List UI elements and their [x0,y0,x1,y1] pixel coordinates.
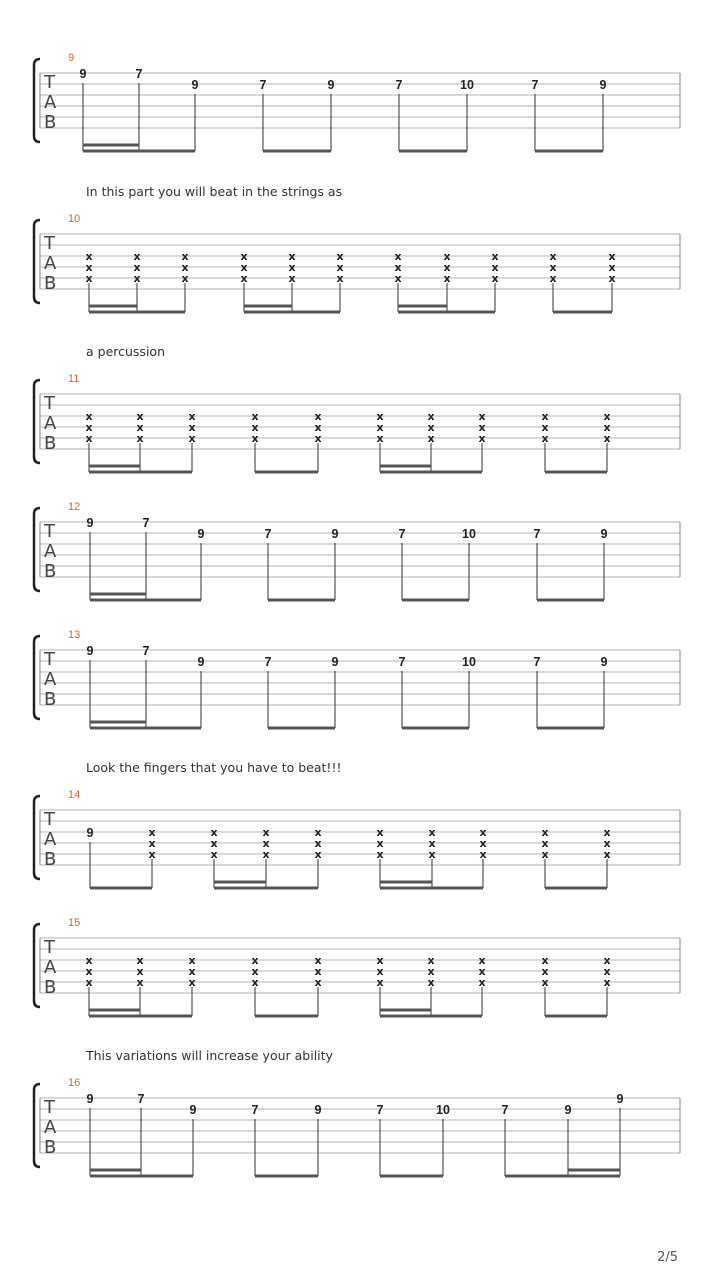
dead-note: x [427,421,435,434]
tab-clef-letter: A [44,253,57,274]
dead-note: x [133,250,141,263]
dead-note: x [376,848,384,861]
dead-note: x [240,261,248,274]
comment-text: This variations will increase your ability [86,1048,333,1063]
dead-note: x [541,954,549,967]
dead-note: x [443,261,451,274]
dead-note: x [251,432,259,445]
fret-number: 9 [327,78,335,92]
measure-number: 15 [68,917,81,929]
dead-note: x [394,272,402,285]
dead-note: x [148,837,156,850]
dead-note: x [181,272,189,285]
staff-bracket [34,59,40,142]
dead-note: x [478,965,486,978]
dead-note: x [210,837,218,850]
dead-note: x [541,421,549,434]
dead-note: x [314,837,322,850]
dead-note: x [85,421,93,434]
dead-note: x [549,250,557,263]
dead-note: x [133,261,141,274]
dead-note: x [603,837,611,850]
dead-note: x [478,954,486,967]
dead-note: x [251,976,259,989]
measure-number: 12 [68,501,81,513]
tab-clef-letter: T [44,233,55,254]
fret-number: 7 [398,655,406,669]
dead-note: x [603,826,611,839]
dead-note: x [427,410,435,423]
tab-clef-letter: B [44,689,57,710]
tab-clef-letter: B [44,849,57,870]
fret-number: 9 [599,78,607,92]
dead-note: x [314,976,322,989]
dead-note: x [394,261,402,274]
dead-note: x [251,954,259,967]
dead-note: x [85,410,93,423]
measure-number: 13 [68,629,81,641]
fret-number: 9 [564,1103,572,1117]
fret-number: 9 [197,655,205,669]
page-number: 2/5 [657,1250,678,1265]
dead-note: x [608,250,616,263]
dead-note: x [479,837,487,850]
fret-number: 10 [462,655,476,669]
dead-note: x [210,826,218,839]
tab-clef-letter: A [44,541,57,562]
dead-note: x [133,272,141,285]
dead-note: x [376,976,384,989]
dead-note: x [251,421,259,434]
dead-note: x [188,432,196,445]
dead-note: x [608,261,616,274]
fret-number: 9 [189,1103,197,1117]
tab-clef-letter: B [44,433,57,454]
fret-number: 7 [501,1103,509,1117]
dead-note: x [541,848,549,861]
fret-number: 9 [314,1103,322,1117]
dead-note: x [541,826,549,839]
dead-note: x [427,432,435,445]
fret-number: 9 [600,655,608,669]
measure-number: 16 [68,1077,81,1089]
dead-note: x [428,837,436,850]
dead-note: x [541,410,549,423]
dead-note: x [136,421,144,434]
fret-number: 10 [436,1103,450,1117]
comment-text: In this part you will beat in the strings as [86,184,343,199]
fret-number: 9 [79,67,87,81]
dead-note: x [85,432,93,445]
tab-clef-letter: T [44,1097,55,1118]
fret-number: 9 [86,1092,94,1106]
dead-note: x [136,976,144,989]
measure-number: 10 [68,213,81,225]
dead-note: x [181,250,189,263]
dead-note: x [262,837,270,850]
fret-number: 9 [86,516,94,530]
fret-number: 7 [137,1092,145,1106]
dead-note: x [85,261,93,274]
fret-number: 9 [86,644,94,658]
dead-note: x [240,250,248,263]
fret-number: 7 [259,78,267,92]
dead-note: x [251,965,259,978]
dead-note: x [608,272,616,285]
dead-note: x [491,261,499,274]
fret-number: 9 [197,527,205,541]
fret-number: 7 [533,655,541,669]
dead-note: x [314,432,322,445]
dead-note: x [603,848,611,861]
staff-bracket [34,508,40,591]
dead-note: x [288,261,296,274]
dead-note: x [603,965,611,978]
dead-note: x [314,848,322,861]
comment-text: a percussion [86,344,165,359]
staff-bracket [34,636,40,719]
tab-clef-letter: B [44,561,57,582]
dead-note: x [479,826,487,839]
dead-note: x [314,954,322,967]
dead-note: x [376,837,384,850]
fret-number: 7 [533,527,541,541]
fret-number: 7 [395,78,403,92]
dead-note: x [549,272,557,285]
tab-clef-letter: A [44,829,57,850]
dead-note: x [428,848,436,861]
dead-note: x [427,976,435,989]
fret-number: 7 [251,1103,259,1117]
tab-clef-letter: A [44,957,57,978]
dead-note: x [188,421,196,434]
dead-note: x [603,976,611,989]
dead-note: x [376,421,384,434]
dead-note: x [491,250,499,263]
fret-number: 9 [86,826,94,840]
dead-note: x [85,250,93,263]
fret-number: 7 [376,1103,384,1117]
dead-note: x [603,421,611,434]
staff-bracket [34,1084,40,1167]
dead-note: x [603,954,611,967]
dead-note: x [603,432,611,445]
fret-number: 7 [398,527,406,541]
dead-note: x [181,261,189,274]
dead-note: x [549,261,557,274]
dead-note: x [262,848,270,861]
staff-bracket [34,220,40,303]
dead-note: x [314,965,322,978]
tab-clef-letter: B [44,977,57,998]
dead-note: x [136,954,144,967]
fret-number: 7 [142,516,150,530]
dead-note: x [541,976,549,989]
dead-note: x [336,250,344,263]
dead-note: x [240,272,248,285]
dead-note: x [541,837,549,850]
dead-note: x [85,954,93,967]
dead-note: x [314,410,322,423]
tab-clef-letter: B [44,112,57,133]
dead-note: x [427,954,435,967]
dead-note: x [443,272,451,285]
fret-number: 7 [531,78,539,92]
dead-note: x [478,432,486,445]
fret-number: 7 [135,67,143,81]
dead-note: x [288,250,296,263]
dead-note: x [541,432,549,445]
dead-note: x [288,272,296,285]
dead-note: x [136,432,144,445]
dead-note: x [376,965,384,978]
dead-note: x [427,965,435,978]
dead-note: x [148,848,156,861]
dead-note: x [541,965,549,978]
fret-number: 9 [331,527,339,541]
tab-clef-letter: T [44,72,55,93]
dead-note: x [376,432,384,445]
fret-number: 9 [331,655,339,669]
dead-note: x [336,261,344,274]
staff-bracket [34,796,40,879]
fret-number: 7 [264,527,272,541]
fret-number: 7 [264,655,272,669]
tab-clef-letter: T [44,649,55,670]
staff-bracket [34,380,40,463]
dead-note: x [136,965,144,978]
dead-note: x [85,965,93,978]
dead-note: x [314,826,322,839]
tab-clef-letter: B [44,1137,57,1158]
dead-note: x [85,976,93,989]
staff-bracket [34,924,40,1007]
tab-clef-letter: A [44,413,57,434]
dead-note: x [314,421,322,434]
tab-clef-letter: B [44,273,57,294]
fret-number: 7 [142,644,150,658]
dead-note: x [262,826,270,839]
tab-clef-letter: T [44,809,55,830]
measure-number: 9 [68,52,75,64]
tab-clef-letter: A [44,669,57,690]
dead-note: x [478,976,486,989]
dead-note: x [136,410,144,423]
dead-note: x [85,272,93,285]
comment-text: Look the fingers that you have to beat!!! [86,760,342,775]
fret-number: 9 [191,78,199,92]
dead-note: x [491,272,499,285]
dead-note: x [603,410,611,423]
dead-note: x [188,954,196,967]
tab-clef-letter: T [44,393,55,414]
dead-note: x [376,826,384,839]
dead-note: x [251,410,259,423]
dead-note: x [428,826,436,839]
fret-number: 9 [600,527,608,541]
tab-clef-letter: A [44,92,57,113]
tab-clef-letter: A [44,1117,57,1138]
dead-note: x [394,250,402,263]
fret-number: 10 [462,527,476,541]
dead-note: x [478,421,486,434]
fret-number: 9 [616,1092,624,1106]
dead-note: x [336,272,344,285]
dead-note: x [188,410,196,423]
dead-note: x [210,848,218,861]
dead-note: x [478,410,486,423]
dead-note: x [376,410,384,423]
measure-number: 11 [68,373,80,385]
measure-number: 14 [68,789,81,801]
dead-note: x [188,976,196,989]
tab-clef-letter: T [44,521,55,542]
fret-number: 10 [460,78,474,92]
tab-clef-letter: T [44,937,55,958]
dead-note: x [443,250,451,263]
dead-note: x [376,954,384,967]
dead-note: x [188,965,196,978]
dead-note: x [148,826,156,839]
dead-note: x [479,848,487,861]
